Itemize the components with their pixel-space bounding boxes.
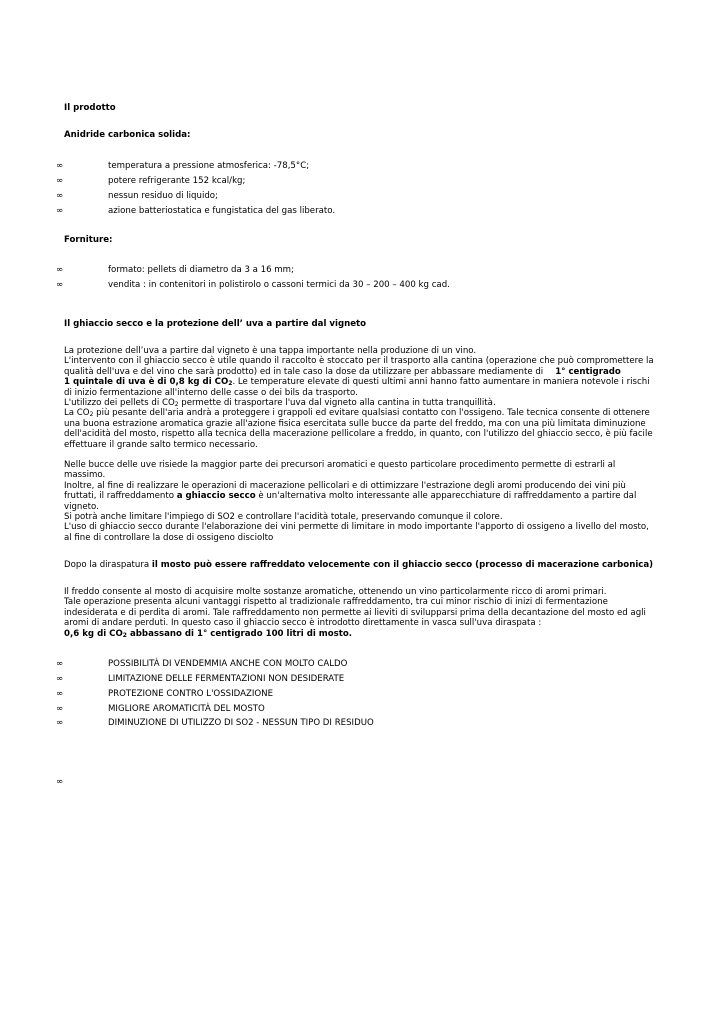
text-fragment: 0,6 kg di CO bbox=[64, 628, 123, 639]
bullet-icon: ∞ bbox=[56, 176, 64, 186]
text-line bbox=[64, 491, 649, 501]
list-item: vendita : in contenitori in polistirolo o cassoni termici da 30 – 200 – 400 kg cad. bbox=[108, 280, 450, 290]
paragraph-destemming bbox=[64, 560, 653, 570]
bullet-icon: ∞ bbox=[56, 191, 64, 201]
text-fragment: 1 quintale di uva è di 0,8 kg di CO bbox=[64, 377, 229, 388]
text-line: L'uso di ghiaccio secco durante l'elaborazione dei vini permette di limitare in modo importante l'apporto di ossigeno a livello del mosto, bbox=[64, 522, 649, 533]
text-line bbox=[64, 377, 654, 387]
text-line: Si potrà anche limitare l'impiego di SO2 e controllare l'acidità totale, preservando comunque il colore. bbox=[64, 511, 503, 522]
text-line: Inoltre, al fine di realizzare le operazioni di macerazione pellicolari e di ottimizzare l'estrazione degli aromi producendo dei vini più bbox=[64, 480, 626, 491]
text-line: vigneto. bbox=[64, 501, 99, 512]
list-item: azione batteriostatica e fungistatica del gas liberato. bbox=[108, 206, 336, 216]
bullet-icon: ∞ bbox=[56, 280, 64, 290]
subscript: 2 bbox=[174, 400, 179, 408]
paragraph-protection bbox=[64, 346, 654, 450]
text-fragment: Dopo la diraspatura bbox=[64, 560, 152, 570]
text-line: al fine di controllare la dose di ossigeno disciolto bbox=[64, 532, 274, 543]
list-item: temperatura a pressione atmosferica: -78,5°C; bbox=[108, 161, 310, 171]
subscript: 2 bbox=[228, 380, 233, 388]
bullet-icon: ∞ bbox=[56, 689, 64, 699]
text-fragment: fruttati, il raffreddamento bbox=[64, 491, 177, 502]
text-line: effettuare il grande salto termico necessario. bbox=[64, 439, 258, 450]
text-line: dell'acidità del mosto, rispetto alla tecnica della macerazione pellicolare a freddo, in quanto, con l'utilizzo del ghiaccio secco, è più facile bbox=[64, 429, 653, 440]
text-fragment: L'utilizzo dei pellets di CO bbox=[64, 397, 175, 408]
list-item: formato: pellets di diametro da 3 a 16 mm; bbox=[108, 265, 294, 275]
bold-text: a ghiaccio secco bbox=[176, 491, 256, 502]
text-fragment: . Le temperature elevate di questi ultimi anni hanno fatto aumentare in maniera notevole i rischi bbox=[232, 377, 650, 388]
text-fragment: è un'alternativa molto interessante alle apparecchiature di raffreddamento a partire dal bbox=[255, 491, 637, 502]
heading-supplies: Forniture: bbox=[64, 235, 113, 245]
list-item: POSSIBILITÀ DI VENDEMMIA ANCHE CON MOLTO CALDO bbox=[108, 659, 348, 669]
text-line: una buona estrazione aromatica grazie all'azione fisica esercitata sulle bucce da parte del freddo, ma con una più limitata diminuzione bbox=[64, 418, 646, 429]
text-fragment: qualità dell'uva e del vino che sarà prodotto) ed in tale caso la dose da utilizzare per abbassare mediamente di bbox=[64, 366, 544, 377]
list-item: nessun residuo di liquido; bbox=[108, 191, 218, 201]
list-item: potere refrigerante 152 kcal/kg; bbox=[108, 176, 246, 186]
text-line: indesiderata e di perdita di aromi. Tale raffreddamento non permette ai lieviti di svilupparsi prima della decantazione del mosto ed agli bbox=[64, 607, 646, 618]
text-line: La protezione dell’uva a partire dal vigneto è una tappa importante nella produzione di un vino. bbox=[64, 346, 477, 356]
text-line bbox=[64, 398, 654, 408]
bold-text bbox=[64, 377, 232, 387]
text-line bbox=[64, 367, 654, 377]
text-fragment: permette di trasportare l'uva dal vigneto alla cantina in tutta tranquillità. bbox=[178, 397, 496, 408]
text-line: Il freddo consente al mosto di acquisire molte sostanze aromatiche, ottenendo un vino particolarmente ricco di aromi primari. bbox=[64, 587, 607, 597]
subscript: 2 bbox=[89, 411, 94, 419]
paragraph-cold bbox=[64, 587, 646, 639]
list-item: LIMITAZIONE DELLE FERMENTAZIONI NON DESIDERATE bbox=[108, 674, 345, 684]
bullet-icon: ∞ bbox=[56, 674, 64, 684]
paragraph-aromas bbox=[64, 460, 649, 543]
text-line: aromi di andare perduti. In questo caso il ghiaccio secco è introdotto direttamente in vasca sull'uva diraspata : bbox=[64, 618, 542, 629]
bold-text: 1° centigrado bbox=[555, 366, 621, 377]
text-line: di inizio fermentazione all'interno delle casse o dei bils da trasporto. bbox=[64, 387, 358, 398]
list-item: MIGLIORE AROMATICITÀ DEL MOSTO bbox=[108, 704, 265, 714]
text-line: Nelle bucce delle uve risiede la maggior parte dei precursori aromatici e questo particolare procedimento permette di estrarli al bbox=[64, 460, 616, 470]
text-fragment: La CO bbox=[64, 408, 90, 419]
heading-co2: Anidride carbonica solida: bbox=[64, 130, 191, 140]
bullet-icon: ∞ bbox=[56, 161, 64, 171]
list-item: DIMINUZIONE DI UTILIZZO DI SO2 - NESSUN TIPO DI RESIDUO bbox=[108, 718, 374, 728]
bullet-icon: ∞ bbox=[56, 206, 64, 216]
bullet-icon: ∞ bbox=[56, 659, 64, 669]
subscript: 2 bbox=[122, 631, 127, 639]
bullet-icon: ∞ bbox=[56, 718, 64, 728]
bullet-icon: ∞ bbox=[56, 265, 64, 275]
text-line bbox=[64, 408, 654, 418]
bullet-icon: ∞ bbox=[56, 704, 64, 714]
bullet-icon: ∞ bbox=[56, 777, 64, 787]
heading-product: Il prodotto bbox=[64, 103, 116, 113]
bold-text: il mosto può essere raffreddato velocemente con il ghiaccio secco (processo di macerazione carbonica) bbox=[151, 560, 654, 570]
text-line: Tale operazione presenta alcuni vantaggi rispetto al tradizionale raffreddamento, tra cui minor rischio di inizi di fermentazione bbox=[64, 597, 608, 608]
text-fragment: più pesante dell'aria andrà a proteggere i grappoli ed evitare qualsiasi contatto con l'ossigeno. Tale tecnica consente di ottenere bbox=[93, 408, 650, 419]
list-item: PROTEZIONE CONTRO L'OSSIDAZIONE bbox=[108, 689, 274, 699]
text-line bbox=[64, 629, 646, 639]
text-line: massimo. bbox=[64, 470, 106, 481]
section-heading: Il ghiaccio secco e la protezione dell’ uva a partire dal vigneto bbox=[64, 319, 367, 329]
text-fragment: abbassano di 1° centigrado 100 litri di mosto. bbox=[126, 628, 353, 639]
text-line: L'intervento con il ghiaccio secco è utile quando il raccolto è stoccato per il trasporto alla cantina (operazione che può compromettere la bbox=[64, 356, 654, 367]
